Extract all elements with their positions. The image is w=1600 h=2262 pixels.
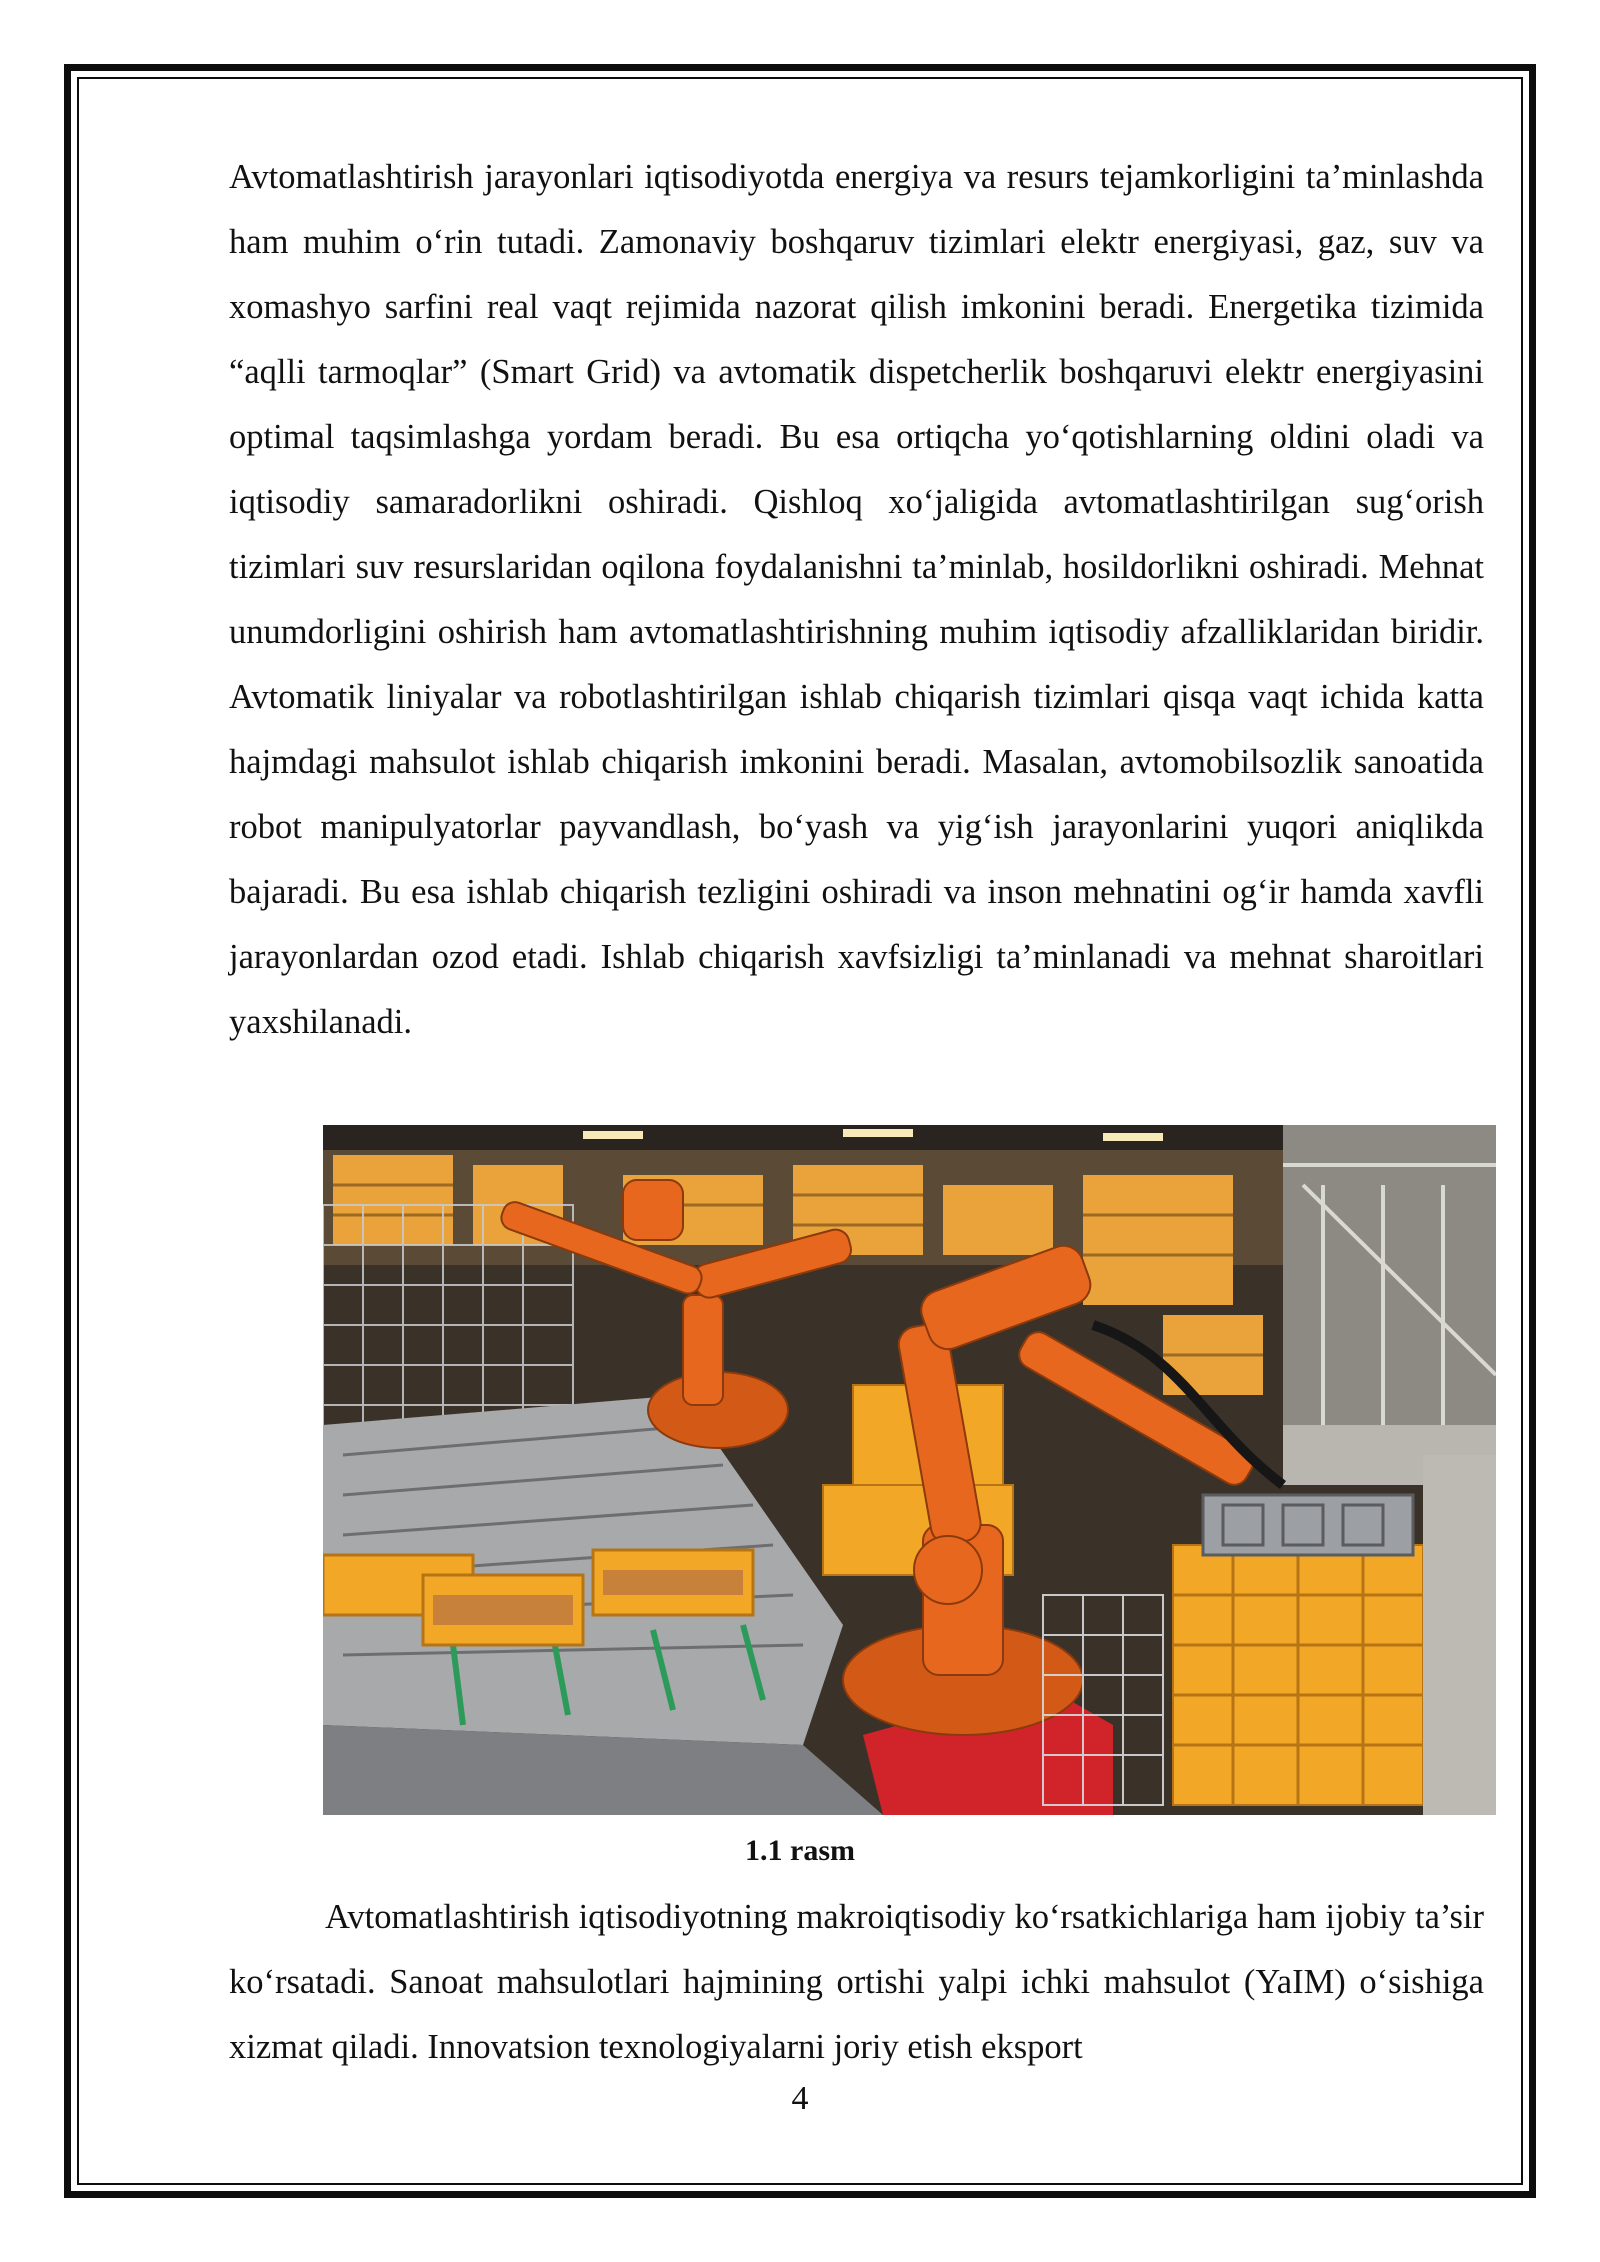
page-number: 4 xyxy=(791,2080,809,2117)
figure-caption: 1.1 rasm xyxy=(745,1834,855,1867)
body-text-top xyxy=(229,145,1484,1055)
paragraph-1: Avtomatlashtirish jarayonlari iqtisodiyotda energiya va resurs tejamkorligini ta’minlashda ham muhim o‘rin tutadi. Zamonaviy boshqaruv tizimlari elektr energiyasi, gaz, suv va xomashyo sarfini real vaqt rejimida nazorat qilish imkonini beradi. Energetika tizimida “aqlli tarmoqlar” (Smart Grid) va avtomatik dispetcherlik boshqaruvi elektr energiyasini optimal taqsimlashga yordam beradi. Bu esa ortiqcha yo‘qotishlarning oldini oladi va iqtisodiy samaradorlikni oshiradi. Qishloq xo‘jaligida avtomatlashtirilgan sug‘orish tizimlari suv resurslaridan oqilona foydalanishni ta’minlab, hosildorlikni oshiradi. Mehnat unumdorligini oshirish ham avtomatlashtirishning muhim iqtisodiy afzalliklaridan biridir. Avtomatik liniyalar va robotlashtirilgan ishlab chiqarish tizimlari qisqa vaqt ichida katta hajmdagi mahsulot ishlab chiqarish imkonini beradi. Masalan, avtomobilsozlik sanoatida robot manipulyatorlar payvandlash, bo‘yash va yig‘ish jarayonlarini yuqori aniqlikda bajaradi. Bu esa ishlab chiqarish tezligini oshiradi va inson mehnatini og‘ir hamda xavfli jarayonlardan ozod etadi. Ishlab chiqarish xavfsizligi ta’minlanadi va mehnat sharoitlari yaxshilanadi. xyxy=(229,158,1484,1041)
body-text-bottom xyxy=(229,1885,1484,2080)
industrial-robots-illustration xyxy=(323,1125,1496,1815)
paragraph-2: Avtomatlashtirish iqtisodiyotning makroiqtisodiy ko‘rsatkichlariga ham ijobiy ta’sir ko‘rsatadi. Sanoat mahsulotlari hajmining ortishi yalpi ichki mahsulot (YaIM) o‘sishiga xizmat qiladi. Innovatsion texnologiyalarni joriy etish eksport xyxy=(229,1898,1484,2066)
figure-robot-production-line xyxy=(323,1125,1496,1815)
